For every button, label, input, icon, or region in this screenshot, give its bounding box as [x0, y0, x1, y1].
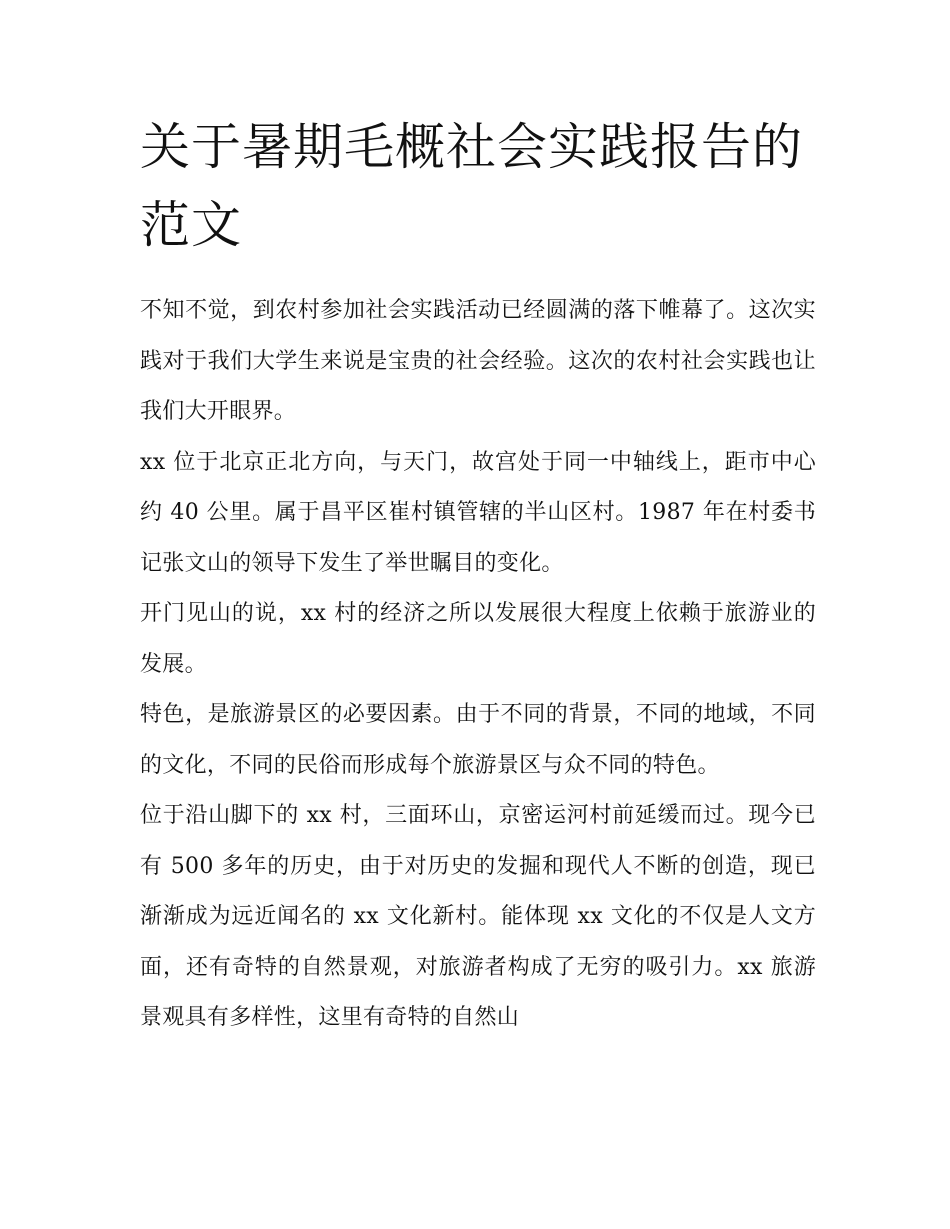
- document-title: 关于暑期毛概社会实践报告的范文: [140, 118, 803, 254]
- paragraph: 位于沿山脚下的 xx 村，三面环山，京密运河村前延缓而过。现今已有 500 多年的历史，由于对历史的发掘和现代人不断的创造，现已渐渐成为远近闻名的 xx 文化新村。能体现 xx 文化的不仅是人文方面，还有奇特的自然景观，对旅游者构成了无穷的吸引力。xx 旅游景观具有多样性，这里有奇特的自然山: [140, 803, 816, 1030]
- paragraph: 特色，是旅游景区的必要因素。由于不同的背景，不同的地域，不同的文化，不同的民俗而形成每个旅游景区与众不同的特色。: [140, 702, 816, 778]
- paragraph: xx 位于北京正北方向，与天门，故宫处于同一中轴线上，距市中心约 40 公里。属于昌平区崔村镇管辖的半山区村。1987 年在村委书记张文山的领导下发生了举世瞩目的变化。: [140, 449, 816, 576]
- document-body: [140, 286, 816, 1044]
- paragraph: 不知不觉，到农村参加社会实践活动已经圆满的落下帷幕了。这次实践对于我们大学生来说是宝贵的社会经验。这次的农村社会实践也让我们大开眼界。: [140, 298, 816, 424]
- document-page: [140, 108, 816, 1044]
- paragraph: 开门见山的说，xx 村的经济之所以发展很大程度上依赖于旅游业的发展。: [140, 601, 816, 677]
